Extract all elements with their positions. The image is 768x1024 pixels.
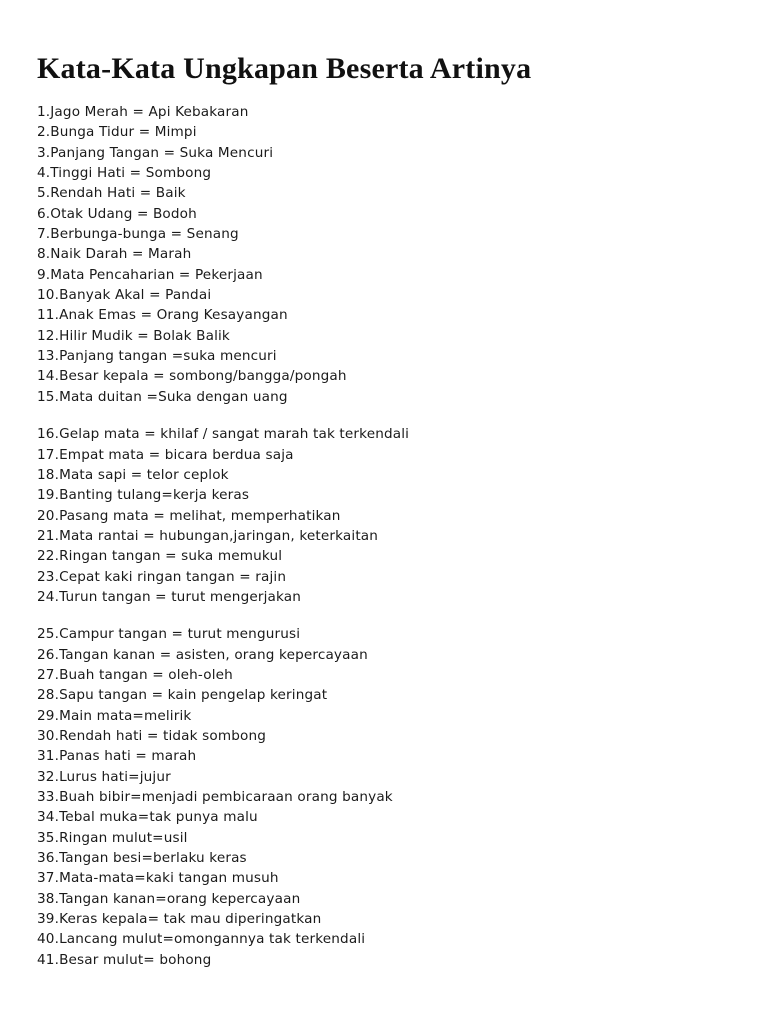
list-item: 39.Keras kepala= tak mau diperingatkan <box>37 911 322 928</box>
list-item: 41.Besar mulut= bohong <box>37 951 212 968</box>
idiom-group-1 <box>37 102 409 407</box>
list-item: 3.Panjang Tangan = Suka Mencuri <box>37 144 274 161</box>
list-item: 5.Rendah Hati = Baik <box>37 185 186 202</box>
list-item: 33.Buah bibir=menjadi pembicaraan orang banyak <box>37 789 393 805</box>
list-item: 38.Tangan kanan=orang kepercayaan <box>37 890 301 907</box>
list-item: 14.Besar kepala = sombong/bangga/pongah <box>37 368 347 385</box>
list-item: 35.Ringan mulut=usil <box>37 829 188 846</box>
list-item: 15.Mata duitan =Suka dengan uang <box>37 388 288 405</box>
list-item: 7.Berbunga-bunga = Senang <box>37 226 239 243</box>
idiom-list <box>37 102 409 970</box>
list-item: 4.Tinggi Hati = Sombong <box>37 165 212 182</box>
list-item: 19.Banting tulang=kerja keras <box>37 487 250 504</box>
list-item: 17.Empat mata = bicara berdua saja <box>37 446 294 463</box>
list-item: 40.Lancang mulut=omongannya tak terkendali <box>37 931 366 948</box>
list-item: 34.Tebal muka=tak punya malu <box>37 809 258 826</box>
list-item: 2.Bunga Tidur = Mimpi <box>37 124 197 141</box>
list-item: 29.Main mata=melirik <box>37 707 192 724</box>
list-item: 20.Pasang mata = melihat, memperhatikan <box>37 507 341 524</box>
list-item: 30.Rendah hati = tidak sombong <box>37 727 267 744</box>
list-item: 25.Campur tangan = turut mengurusi <box>37 626 301 643</box>
list-item: 12.Hilir Mudik = Bolak Balik <box>37 327 230 344</box>
list-item: 23.Cepat kaki ringan tangan = rajin <box>37 568 287 585</box>
list-item: 11.Anak Emas = Orang Kesayangan <box>37 307 288 324</box>
list-item: 8.Naik Darah = Marah <box>37 246 192 263</box>
list-item: 36.Tangan besi=berlaku keras <box>37 850 247 867</box>
list-item: 31.Panas hati = marah <box>37 748 197 765</box>
list-item: 1.Jago Merah = Api Kebakaran <box>37 104 249 120</box>
list-item: 21.Mata rantai = hubungan,jaringan, keterkaitan <box>37 527 379 544</box>
idiom-group-3 <box>37 624 409 970</box>
list-item: 22.Ringan tangan = suka memukul <box>37 548 283 565</box>
list-item: 28.Sapu tangan = kain pengelap keringat <box>37 687 328 704</box>
list-item: 6.Otak Udang = Bodoh <box>37 205 197 222</box>
list-item: 13.Panjang tangan =suka mencuri <box>37 348 277 365</box>
list-item: 27.Buah tangan = oleh-oleh <box>37 666 233 683</box>
list-item: 37.Mata-mata=kaki tangan musuh <box>37 870 279 887</box>
list-item: 32.Lurus hati=jujur <box>37 768 171 785</box>
list-item: 26.Tangan kanan = asisten, orang kepercayaan <box>37 646 368 663</box>
list-item: 18.Mata sapi = telor ceplok <box>37 466 229 483</box>
page-title: Kata-Kata Ungkapan Beserta Artinya <box>37 52 532 85</box>
idiom-group-2 <box>37 424 409 607</box>
list-item: 10.Banyak Akal = Pandai <box>37 287 212 304</box>
list-item: 16.Gelap mata = khilaf / sangat marah tak terkendali <box>37 426 410 443</box>
list-item: 24.Turun tangan = turut mengerjakan <box>37 588 302 605</box>
list-item: 9.Mata Pencaharian = Pekerjaan <box>37 266 263 283</box>
